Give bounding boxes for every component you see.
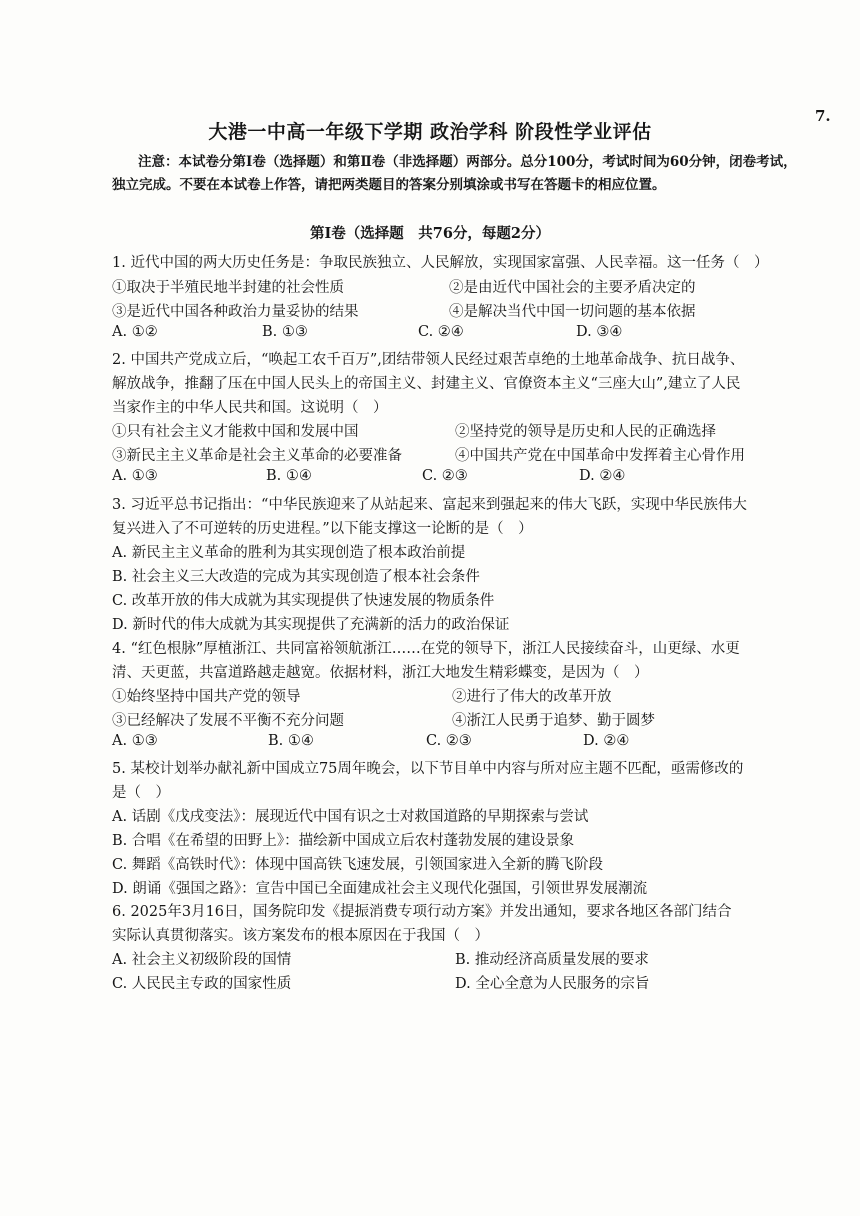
q2-choice-b[interactable]: B. ①④: [266, 468, 312, 484]
q5-choice-b[interactable]: B. 合唱《在希望的田野上》：描绘新中国成立后农村蓬勃发展的建设景象: [112, 833, 575, 849]
q2-choice-d[interactable]: D. ②④: [579, 468, 626, 484]
q5-stem-line-1: 5. 某校计划举办献礼新中国成立75周年晚会，以下节目单中内容与所对应主题不匹配，亟需修改的: [112, 761, 744, 777]
q4-stem-line-2: 清、天更蓝，共富道路越走越宽。依据材料，浙江大地发生精彩蝶变，是因为（ ）: [112, 665, 649, 681]
q1-item-2: ②是由近代中国社会的主要矛盾决定的: [449, 280, 696, 296]
q1-choice-d[interactable]: D. ③④: [576, 324, 623, 340]
q3-choice-c[interactable]: C. 改革开放的伟大成就为其实现提供了快速发展的物质条件: [112, 593, 495, 609]
q4-choice-b[interactable]: B. ①④: [268, 733, 314, 749]
q4-stem-line-1: 4. “红色根脉”厚植浙江、共同富裕领航浙江……在党的领导下，浙江人民接续奋斗，山更绿、水更: [112, 641, 740, 657]
q1-item-3: ③是近代中国各种政治力量妥协的结果: [112, 304, 359, 320]
q3-choice-b[interactable]: B. 社会主义三大改造的完成为其实现创造了根本社会条件: [112, 569, 480, 585]
q1-item-1: ①取决于半殖民地半封建的社会性质: [112, 280, 344, 296]
q1-stem-line-1: 1. 近代中国的两大历史任务是：争取民族独立、人民解放，实现国家富强、人民幸福。这一任务（ ）: [112, 255, 769, 271]
q6-choice-a[interactable]: A. 社会主义初级阶段的国情: [112, 952, 292, 968]
q3-choice-d[interactable]: D. 新时代的伟大成就为其实现提供了充满新的活力的政治保证: [112, 617, 510, 633]
q3-stem-line-2: 复兴进入了不可逆转的历史进程。”以下能支撑这一论断的是（ ）: [112, 521, 533, 537]
q4-choice-c[interactable]: C. ②③: [426, 733, 472, 749]
q2-item-3: ③新民主主义革命是社会主义革命的必要准备: [112, 448, 402, 464]
q6-stem-line-1: 6. 2025年3月16日，国务院印发《提振消费专项行动方案》并发出通知，要求各地区各部门结合: [112, 904, 732, 920]
q5-choice-d[interactable]: D. 朗诵《强国之路》：宣告中国已全面建成社会主义现代化强国，引领世界发展潮流: [112, 881, 648, 897]
q3-stem-line-1: 3. 习近平总书记指出：“中华民族迎来了从站起来、富起来到强起来的伟大飞跃，实现中华民族伟大: [112, 497, 747, 513]
q4-choice-a[interactable]: A. ①③: [112, 733, 158, 749]
q4-item-3: ③已经解决了发展不平衡不充分问题: [112, 713, 344, 729]
q5-choice-c[interactable]: C. 舞蹈《高铁时代》：体现中国高铁飞速发展，引领国家进入全新的腾飞阶段: [112, 857, 604, 873]
q1-item-4: ④是解决当代中国一切问题的基本依据: [449, 304, 696, 320]
q6-stem-line-2: 实际认真贯彻落实。该方案发布的根本原因在于我国（ ）: [112, 928, 489, 944]
q4-item-1: ①始终坚持中国共产党的领导: [112, 689, 301, 705]
q2-stem-line-2: 解放战争，推翻了压在中国人民头上的帝国主义、封建主义、官僚资本主义“三座大山”,建立了人民: [112, 376, 741, 392]
q6-choice-d[interactable]: D. 全心全意为人民服务的宗旨: [455, 976, 650, 992]
q4-item-2: ②进行了伟大的改革开放: [452, 689, 612, 705]
q2-item-4: ④中国共产党在中国革命中发挥着主心骨作用: [455, 448, 745, 464]
exam-title: 大港一中高一年级下学期 政治学科 阶段性学业评估: [208, 121, 652, 143]
page-number: 7.: [815, 107, 831, 125]
q2-stem-line-3: 当家作主的中华人民共和国。这说明（ ）: [112, 400, 388, 416]
q6-choice-c[interactable]: C. 人民民主专政的国家性质: [112, 976, 292, 992]
q1-choice-a[interactable]: A. ①②: [112, 324, 158, 340]
q1-choice-b[interactable]: B. ①③: [262, 324, 308, 340]
q4-item-4: ④浙江人民勇于追梦、勤于圆梦: [452, 713, 655, 729]
q1-choice-c[interactable]: C. ②④: [418, 324, 464, 340]
q4-choice-d[interactable]: D. ②④: [583, 733, 630, 749]
q6-choice-b[interactable]: B. 推动经济高质量发展的要求: [455, 952, 649, 968]
q2-stem-line-1: 2. 中国共产党成立后，“唤起工农千百万”,团结带领人民经过艰苦卓绝的土地革命战争、抗日战争、: [112, 352, 745, 368]
q5-choice-a[interactable]: A. 话剧《戊戌变法》：展现近代中国有识之士对救国道路的早期探索与尝试: [112, 809, 589, 825]
q3-choice-a[interactable]: A. 新民主主义革命的胜利为其实现创造了根本政治前提: [112, 545, 466, 561]
q2-choice-a[interactable]: A. ①③: [112, 468, 158, 484]
exam-notice: 注意：本试卷分第Ⅰ卷（选择题）和第Ⅱ卷（非选择题）两部分。总分100分，考试时间为60分钟，闭卷考试，独立完成。不要在本试卷上作答，请把两类题目的答案分别填涂或书写在答题卡的相应位置。: [112, 154, 797, 193]
q2-choice-c[interactable]: C. ②③: [422, 468, 468, 484]
section-title: 第Ⅰ卷（选择题 共76分，每题2分）: [309, 225, 551, 242]
q2-item-1: ①只有社会主义才能救中国和发展中国: [112, 424, 359, 440]
q5-stem-line-2: 是（ ）: [112, 785, 170, 801]
q2-item-2: ②坚持党的领导是历史和人民的正确选择: [455, 424, 716, 440]
